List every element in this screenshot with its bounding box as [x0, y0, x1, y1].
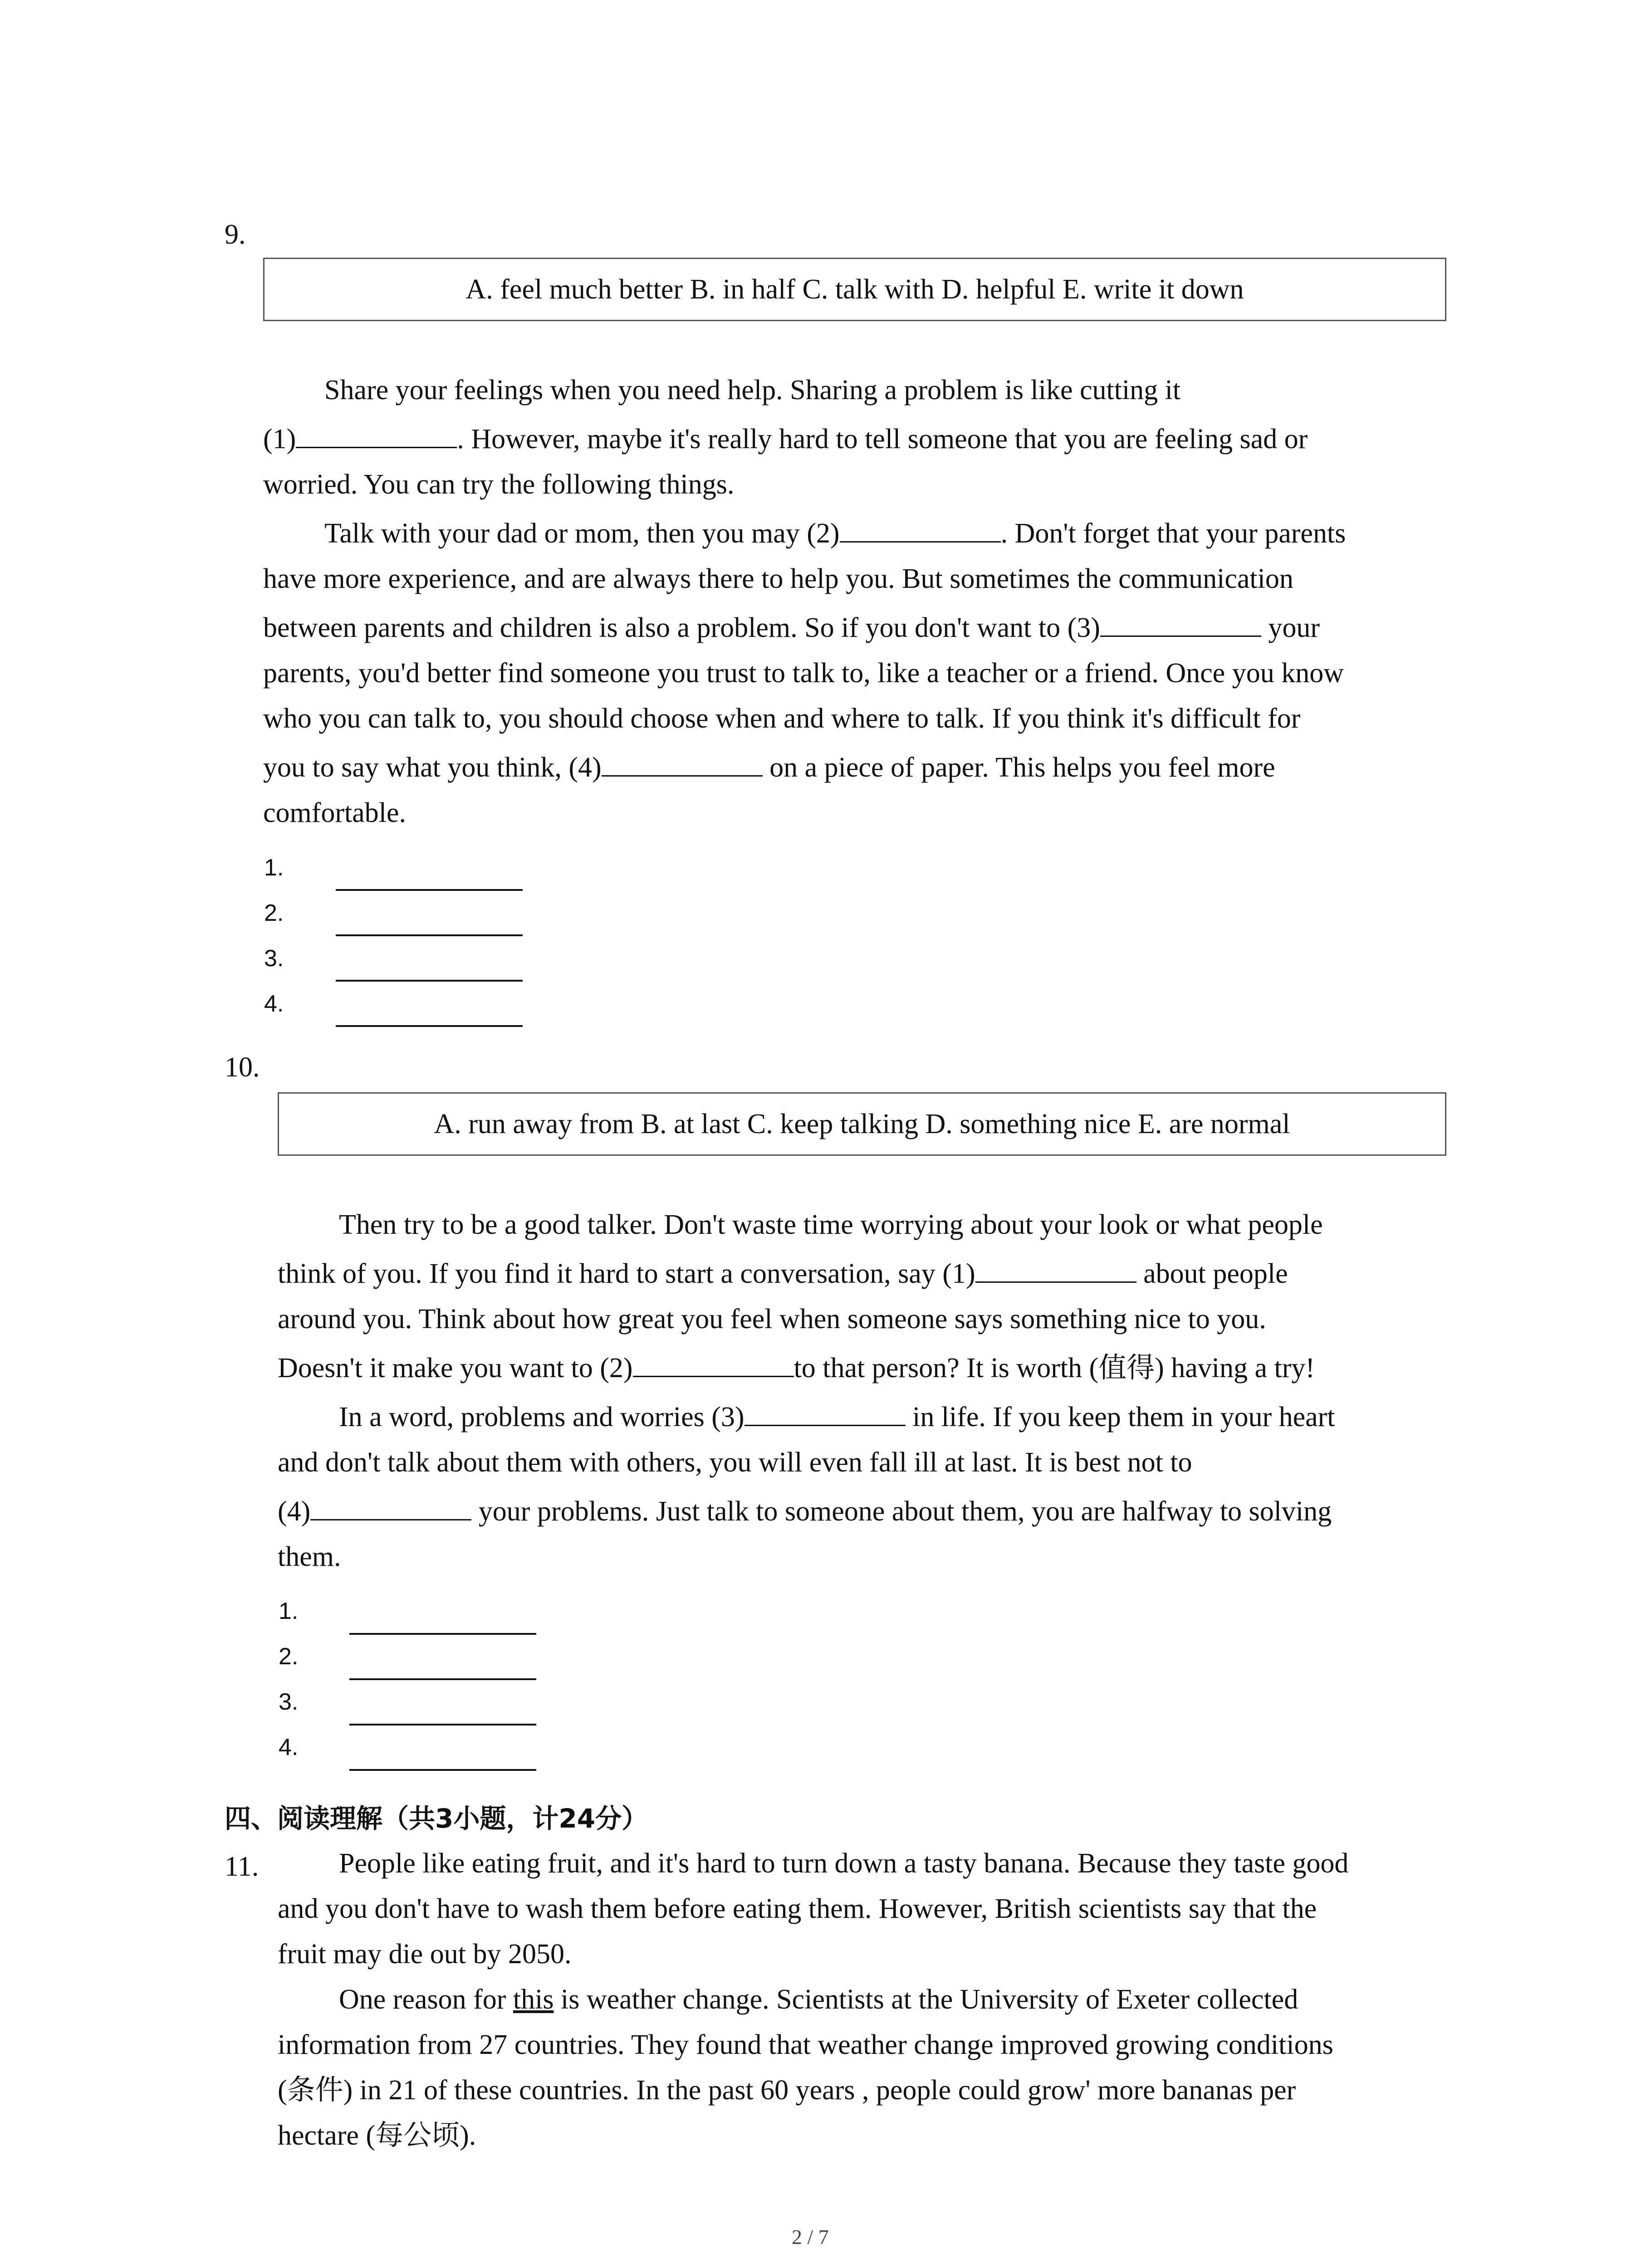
answer-input-line[interactable] — [349, 1724, 536, 1725]
passage-text: on a piece of paper. This helps you feel more — [762, 752, 1275, 783]
passage-text: your problems. Just talk to someone about them, you are halfway to solving — [471, 1496, 1332, 1527]
passage-text: fruit may die out by 2050. — [278, 1939, 572, 1970]
passage — [263, 367, 1452, 836]
answer-input-line[interactable] — [349, 1678, 536, 1680]
passage-text: comfortable. — [263, 797, 407, 828]
passage-text: who you can talk to, you should choose when and where to talk. If you think it's difficult for — [263, 703, 1301, 734]
passage-blank — [745, 1401, 906, 1426]
answer-number: 4. — [279, 1734, 299, 1760]
passage-text: (条件) in 21 of these countries. In the past 60 years , people could grow' more bananas per — [278, 2075, 1296, 2106]
section-heading: 四、阅读理解（共3小题，计24分） — [225, 1803, 648, 1834]
answer-input-line[interactable] — [336, 889, 523, 891]
answer-number: 2. — [279, 1643, 299, 1670]
page-number: 2 / 7 — [792, 2225, 829, 2248]
passage — [278, 1841, 1457, 2158]
passage-text: One reason for — [339, 1984, 513, 2015]
blank-number: (1) — [263, 424, 296, 455]
passage-text: hectare (每公顷). — [278, 2120, 476, 2151]
answer-number: 1. — [264, 855, 284, 881]
passage-text: Then try to be a good talker. Don't waste time worrying about your look or what people — [339, 1209, 1323, 1240]
passage-text: information from 27 countries. They found that weather change improved growing conditions — [278, 2029, 1333, 2060]
passage-text: about people — [1136, 1258, 1288, 1289]
answer-input-line[interactable] — [336, 980, 523, 982]
passage-blank — [975, 1258, 1136, 1283]
answer-number: 3. — [279, 1689, 299, 1715]
word-bank-options: A. feel much better B. in half C. talk with D. helpful E. write it down — [465, 274, 1244, 305]
answer-number: 4. — [264, 991, 284, 1017]
answer-number: 3. — [264, 945, 284, 972]
passage-text: between parents and children is also a problem. So if you don't want to (3) — [263, 612, 1100, 643]
answer-input-line[interactable] — [349, 1769, 536, 1771]
underlined-word: this — [513, 1984, 554, 2015]
answer-number: 1. — [279, 1598, 299, 1624]
passage-text: (4) — [278, 1496, 311, 1527]
question-number: 11. — [225, 1851, 259, 1882]
passage-text: your — [1261, 612, 1320, 643]
passage-text: to that person? It is worth (值得) having a try! — [794, 1353, 1315, 1383]
word-bank-options: A. run away from B. at last C. keep talking D. something nice E. are normal — [434, 1108, 1290, 1139]
passage-blank — [310, 1496, 471, 1520]
passage-text: you to say what you think, (4) — [263, 752, 602, 783]
passage-text: Talk with your dad or mom, then you may (2) — [324, 518, 840, 549]
passage-text: think of you. If you find it hard to start a conversation, say (1) — [278, 1258, 975, 1289]
passage-blank — [840, 518, 1001, 543]
answer-number: 2. — [264, 900, 284, 926]
passage-text: and don't talk about them with others, you will even fall ill at last. It is best not to — [278, 1447, 1192, 1478]
passage-text: in life. If you keep them in your heart — [905, 1402, 1335, 1432]
passage-text: them. — [278, 1541, 341, 1572]
word-bank-box — [278, 1092, 1446, 1156]
passage-text: have more experience, and are always there to help you. But sometimes the communication — [263, 563, 1293, 594]
question-number: 10. — [225, 1052, 260, 1083]
passage-text: In a word, problems and worries (3) — [339, 1402, 745, 1432]
passage-text: and you don't have to wash them before eating them. However, British scientists say that the — [278, 1893, 1317, 1924]
answer-input-line[interactable] — [349, 1633, 536, 1635]
answer-input-line[interactable] — [336, 1025, 523, 1027]
passage-blank — [1100, 612, 1261, 637]
passage-text: . Don't forget that your parents — [1000, 518, 1346, 549]
answer-input-line[interactable] — [336, 934, 523, 936]
passage-text: parents, you'd better find someone you trust to talk to, like a teacher or a friend. Once you know — [263, 658, 1344, 689]
passage-text: around you. Think about how great you feel when someone says something nice to you. — [278, 1304, 1266, 1334]
word-bank-box — [263, 258, 1446, 321]
passage-blank — [296, 423, 457, 448]
passage-blank — [602, 752, 763, 777]
passage-text: . However, maybe it's really hard to tell someone that you are feeling sad or — [457, 424, 1308, 455]
passage-text: is weather change. Scientists at the University of Exeter collected — [554, 1984, 1298, 2015]
passage-text: People like eating fruit, and it's hard to turn down a tasty banana. Because they taste good — [339, 1848, 1349, 1879]
passage-text: Share your feelings when you need help. Sharing a problem is like cutting it — [324, 375, 1181, 406]
passage-text: worried. You can try the following things. — [263, 469, 735, 500]
passage-blank — [633, 1352, 794, 1377]
passage-text: Doesn't it make you want to (2) — [278, 1353, 633, 1383]
passage — [278, 1202, 1457, 1579]
question-number: 9. — [225, 219, 246, 250]
